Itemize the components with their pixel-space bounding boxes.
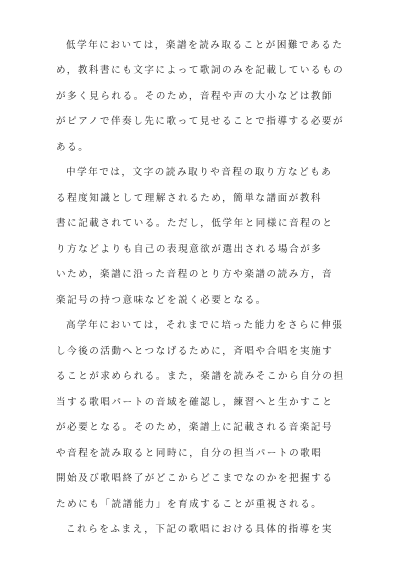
text-line: る程度知識として理解されるため，簡単な譜面が教科 xyxy=(56,193,323,204)
text-line: 楽記号の持つ意味などを説く必要となる。 xyxy=(56,295,267,306)
text-line: や音程を読み取ると同時に，自分の担当パートの歌唱 xyxy=(56,448,323,459)
text-line: ある。 xyxy=(56,142,90,153)
text-line: 高学年においては，それまでに培った能力をさらに伸張 xyxy=(66,320,344,331)
text-line: 当する歌唱パートの音域を確認し，練習へと生かすこと xyxy=(56,397,334,408)
text-line: いため，楽譜に沿った音程のとり方や楽譜の読み方，音 xyxy=(56,269,334,280)
text-line: 書に記載されている。ただし，低学年と同様に音程のと xyxy=(56,218,334,229)
text-line: 中学年では，文字の読み取りや音程の取り方などもあ xyxy=(66,167,333,178)
text-line: ためにも「読譜能力」を育成することが重視される。 xyxy=(56,499,323,510)
text-line: が多く見られる。そのため，音程や声の大小などは教師 xyxy=(56,91,334,102)
text-line: し今後の活動へとつなげるために，斉唱や合唱を実施す xyxy=(56,346,334,357)
text-line: がピアノで伴奏し先に歌って見せることで指導する必要が xyxy=(56,116,345,127)
text-line: 開始及び歌唱終了がどこからどこまでなのかを把握する xyxy=(56,473,334,484)
text-line: これらをふまえ，下記の歌唱における具体的指導を実 xyxy=(66,524,333,535)
text-line: が必要となる。そのため，楽譜上に記載される音楽記号 xyxy=(56,422,334,433)
text-line: り方などよりも自己の表現意欲が選出される場合が多 xyxy=(56,244,323,255)
text-line: 低学年においては，楽譜を読み取ることが困難であるた xyxy=(66,40,344,51)
text-line: ることが求められる。また，楽譜を読みそこから自分の担 xyxy=(56,371,345,382)
text-line: め，教科書にも文字によって歌詞のみを記載しているもの xyxy=(56,65,345,76)
